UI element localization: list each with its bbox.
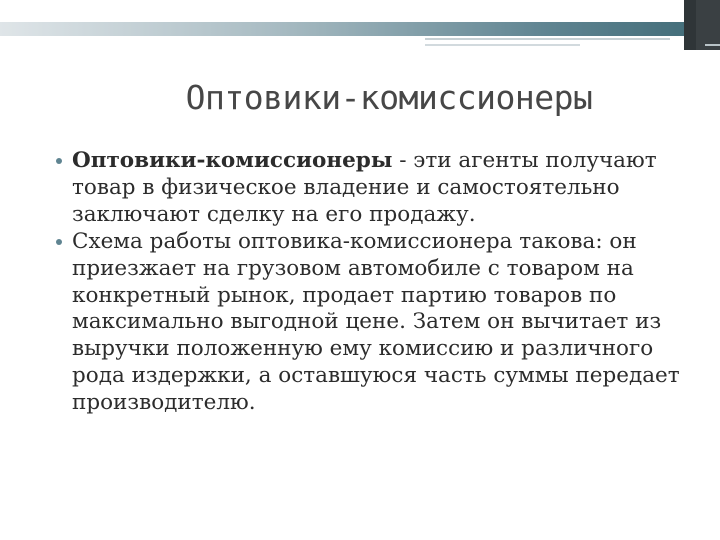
bullet-text: Схема работы оптовика-комиссионера такова: он приезжает на грузовом автомобиле с товаром на конкретный рынок, продает партию товаров по максимально выгодной цене. Затем он вычитает из выручки положенную ему комиссию и различного рода издержки, а оставшуюся часть суммы передает производителю. (72, 228, 680, 416)
header-thin-line (705, 44, 720, 46)
bullet-dot-icon (56, 239, 62, 245)
header-dark-block-inner (696, 0, 720, 50)
slide-title: Оптовики-комиссионеры (185, 78, 593, 117)
bullet-bold-term: Оптовики-комиссионеры (72, 148, 393, 173)
header-thin-line (425, 44, 580, 46)
bullet-list (48, 148, 688, 417)
bullet-item (48, 229, 688, 417)
header-accent-bar (0, 22, 684, 36)
bullet-dot-icon (56, 158, 62, 164)
header-thin-line (425, 38, 670, 40)
bullet-item (48, 148, 688, 229)
bullet-text: - эти агенты получают товар в физическое владение и самостоятельно заключают сделку на его продажу. (72, 148, 657, 227)
